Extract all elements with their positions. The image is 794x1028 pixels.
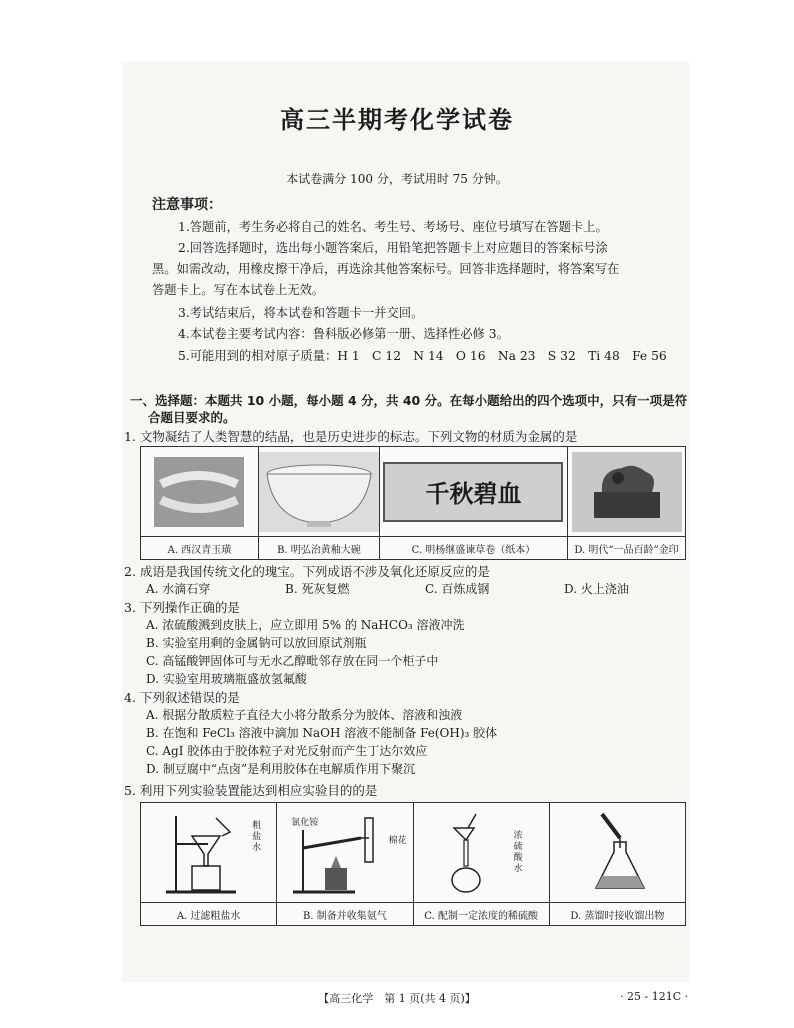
note-1: 1.答题前，考生务必将自己的姓名、考生号、考场号、座位号填写在答题卡上。 — [178, 220, 608, 234]
crude-salt-label: 粗 盐 水 — [252, 821, 262, 853]
page-number: 【高三化学 第 1 页(共 4 页)】 — [318, 992, 476, 1005]
q2-stem: 2. 成语是我国传统文化的瑰宝。下列成语不涉及氧化还原反应的是 — [124, 564, 490, 579]
q4-option-d: D. 制豆腐中“点卤”是利用胶体在电解质作用下聚沉 — [146, 762, 416, 776]
q2-option-c: C. 百炼成钢 — [425, 582, 490, 596]
paper-code: · 25 - 121C · — [620, 990, 689, 1003]
plaque-calligraphy — [383, 462, 563, 522]
note-2-cont: 黑。如需改动，用橡皮擦干净后，再选涂其他答案标号。回答非选择题时，将答案写在 — [152, 262, 620, 276]
q1-option-b — [259, 447, 380, 559]
q1-caption-c: C. 明杨继盛谏草卷（纸本） — [380, 536, 567, 559]
bowl-image — [259, 447, 379, 536]
q3-option-b: B. 实验室用剩的金属钠可以放回原试剂瓶 — [146, 636, 367, 650]
q1-caption-d: D. 明代“一品百龄”金印 — [568, 536, 685, 559]
q5-caption-d: D. 蒸馏时接收馏出物 — [550, 902, 685, 925]
q5-caption-b: B. 制备并收集氨气 — [277, 902, 412, 925]
q5-stem: 5. 利用下列实验装置能达到相应实验目的的是 — [124, 783, 378, 798]
gold-seal-image — [568, 447, 685, 536]
q4-option-c: C. AgI 胶体由于胶体粒子对光反射而产生丁达尔效应 — [146, 744, 428, 758]
q5-apparatus-table — [140, 802, 686, 926]
page-title: 高三半期考化学试卷 — [280, 106, 514, 134]
cotton-label: 棉花 — [388, 836, 407, 846]
q5-option-b — [277, 803, 413, 925]
q5-option-a — [141, 803, 277, 925]
plaque-text: 千秋碧血 — [425, 479, 522, 508]
q3-option-a: A. 浓硫酸溅到皮肤上，应立即用 5% 的 NaHCO₃ 溶液冲洗 — [146, 618, 465, 632]
distillation-receiver-image — [550, 803, 685, 902]
q1-option-a — [141, 447, 259, 559]
note-3: 3.考试结束后，将本试卷和答题卡一并交回。 — [178, 306, 424, 320]
q1-option-d — [568, 447, 685, 559]
q4-option-a: A. 根据分散质粒子直径大小将分散系分为胶体、溶液和浊液 — [146, 708, 463, 722]
conc-sulfuric-acid-label: 浓 硫 酸 水 — [513, 830, 523, 874]
notes-heading: 注意事项： — [152, 197, 222, 213]
q4-option-b: B. 在饱和 FeCl₃ 溶液中滴加 NaOH 溶液不能制备 Fe(OH)₃ 胶体 — [146, 726, 498, 740]
ammonia-apparatus-image — [277, 803, 412, 902]
q5-option-d — [550, 803, 685, 925]
volumetric-flask-image — [414, 803, 549, 902]
jade-pendant-image — [141, 447, 258, 536]
q4-stem: 4. 下列叙述错误的是 — [124, 690, 240, 705]
q5-caption-a: A. 过滤粗盐水 — [141, 902, 276, 925]
q1-caption-a: A. 西汉青玉璜 — [141, 536, 258, 559]
note-2: 2.回答选择题时，选出每小题答案后，用铅笔把答题卡上对应题目的答案标号涂 — [178, 241, 608, 255]
section-line-1: 一、选择题：本题共 10 小题，每小题 4 分，共 40 分。在每小题给出的四个选项中，只有一项是符 — [130, 393, 688, 408]
q5-caption-c: C. 配制一定浓度的稀硫酸 — [414, 902, 549, 925]
scroll-plaque-image — [380, 447, 567, 536]
note-5: 5.可能用到的相对原子质量：H 1 C 12 N 14 O 16 Na 23 S 32 Ti 48 Fe 56 — [178, 349, 667, 363]
q2-option-d: D. 火上浇油 — [564, 582, 629, 596]
section-line-2: 合题目要求的。 — [148, 410, 236, 425]
q3-stem: 3. 下列操作正确的是 — [124, 600, 240, 615]
q1-stem: 1. 文物凝结了人类智慧的结晶，也是历史进步的标志。下列文物的材质为金属的是 — [124, 429, 578, 444]
q1-option-c — [380, 447, 568, 559]
q3-option-d: D. 实验室用玻璃瓶盛放氢氟酸 — [146, 672, 307, 686]
q2-option-b: B. 死灰复燃 — [285, 582, 350, 596]
note-2-end: 答题卡上。写在本试卷上无效。 — [152, 283, 325, 297]
note-4: 4.本试卷主要考试内容：鲁科版必修第一册、选择性必修 3。 — [178, 327, 509, 341]
ammonium-chloride-label: 氯化铵 — [291, 818, 319, 828]
q1-image-table — [140, 446, 686, 560]
q2-option-a: A. 水滴石穿 — [146, 582, 211, 596]
filtration-apparatus-image — [141, 803, 276, 902]
section-heading — [130, 392, 690, 426]
q3-option-c: C. 高锰酸钾固体可与无水乙醇毗邻存放在同一个柜子中 — [146, 654, 439, 668]
exam-info: 本试卷满分 100 分，考试用时 75 分钟。 — [286, 172, 508, 186]
q1-caption-b: B. 明弘治黄釉大碗 — [259, 536, 379, 559]
q5-option-c — [414, 803, 550, 925]
